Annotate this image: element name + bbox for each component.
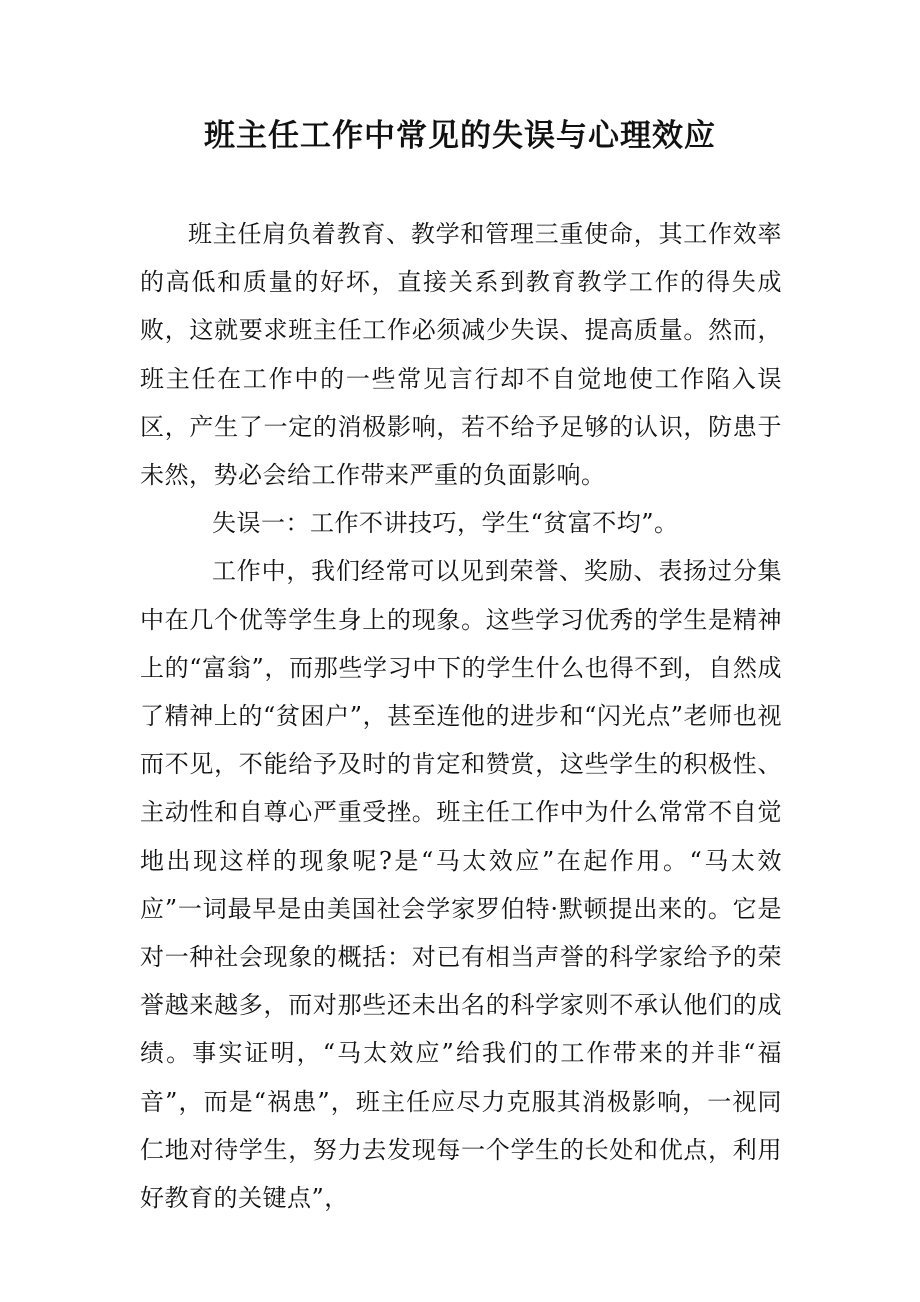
paragraph-heading-mistake-one: 失误一：工作不讲技巧，学生“贫富不均”。 xyxy=(212,509,679,538)
document-body xyxy=(140,210,782,1222)
paragraph-intro: 班主任肩负着教育、教学和管理三重使命，其工作效率的高低和质量的好坏，直接关系到教育教学工作的得失成败，这就要求班主任工作必须减少失误、提高质量。然而，班主任在工作中的一些常见言行却不自觉地使工作陷入误区，产生了一定的消极影响，若不给予足够的认识，防患于未然，势必会给工作带来严重的负面影响。 xyxy=(140,220,782,490)
document-title: 班主任工作中常见的失误与心理效应 xyxy=(204,118,716,154)
paragraph-matthew-effect: 工作中，我们经常可以见到荣誉、奖励、表扬过分集中在几个优等学生身上的现象。这些学习优秀的学生是精神上的“富翁”，而那些学习中下的学生什么也得不到，自然成了精神上的“贫困户”，甚至连他的进步和“闪光点”老师也视而不见，不能给予及时的肯定和赞赏，这些学生的积极性、主动性和自尊心严重受挫。班主任工作中为什么常常不自觉地出现这样的现象呢?是“马太效应”在起作用。“马太效应”一词最早是由美国社会学家罗伯特·默顿提出来的。它是对一种社会现象的概括：对已有相当声誉的科学家给予的荣誉越来越多，而对那些还未出名的科学家则不承认他们的成绩。事实证明，“马太效应”给我们的工作带来的并非“福音”，而是“祸患”，班主任应尽力克服其消极影响，一视同仁地对待学生，努力去发现每一个学生的长处和优点，利用好教育的关键点”， xyxy=(140,557,782,1213)
